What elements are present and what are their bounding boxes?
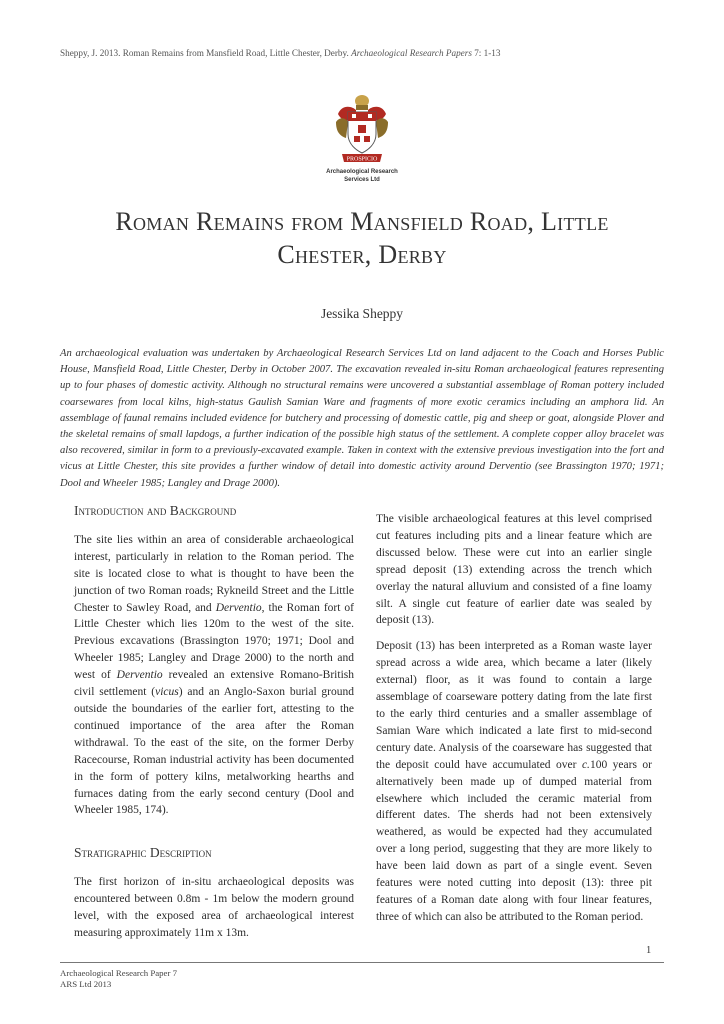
intro-paragraph: The site lies within an area of considerable archaeological interest, particularly in relation to the Roman period. The site is located close to what is thought to have been the junction of two Roman roads; Rykneild Street and the Little Chester to Sawley Road, and Derventio, the Roman fort of Little Chester which lies 120m to the west of the site. Previous excavations (Brassington 1970; 1971; Dool and Wheeler 1985; Langley and Drage 2000) to the north and west of Derventio revealed an extensive Romano-British civil settlement (vicus) and an Anglo-Saxon burial ground outside the boundaries of the earlier fort, attesting to the continued importance of the area after the Roman withdrawal. To the east of the site, on the former Derby Racecourse, Roman industrial activity has been documented in the form of pottery kilns, metalworking hearths and furnaces dating from the early second century (Dool and Wheeler 1985, 174). (74, 533, 354, 817)
header-volume: 7: 1-13 (474, 48, 501, 58)
ars-logo (326, 92, 398, 184)
coat-of-arms-icon (330, 92, 394, 168)
features-paragraph: The visible archaeological features at this level comprised cut features including pits and a linear feature which are discussed below. These were cut into an earlier single spread deposit (13) extending across the trench which overlay the natural alluvium and consisted of a fine loamy silt. A single cut feature of earlier date was sealed by deposit (13). (376, 513, 652, 627)
section-heading-introduction: Introduction and Background (74, 503, 237, 518)
header-journal: Archaeological Research Papers (351, 48, 472, 58)
header-citation: Sheppy, J. 2013. Roman Remains from Mansfield Road, Little Chester, Derby. (60, 48, 349, 58)
section-heading-stratigraphic: Stratigraphic Description (74, 845, 212, 861)
footer-line-1: Archaeological Research Paper 7 (60, 968, 177, 978)
running-header (60, 48, 500, 58)
footer-divider (60, 962, 664, 963)
author-name: Jessika Sheppy (320, 306, 404, 321)
deposit-paragraph: Deposit (13) has been interpreted as a Roman waste layer spread across a wide area, which became a later (likely external) floor, as it was found to contain a large assemblage of coarseware pottery dating from the late first to the early third centuries and a smaller assemblage of Samian Ware which indicated a late first to mid-second century date. Analysis of the coarseware has suggested that the deposit could have accumulated over c.100 years or alternatively been made up of dumped material from elsewhere which included the ceramic material from different dates. The sherds had not been extensively weathered, as would be expected had they accumulated over a long period, suggesting that they are more likely to have been laid down as part of a single event. Seven features were noted cutting into deposit (13): three pit features of a Roman date along with four linear features, three of which can also be attributed to the Roman period. (376, 640, 652, 923)
logo-motto: PROSPICIO (346, 156, 378, 163)
paper-title (60, 205, 664, 271)
page-number: 1 (646, 945, 652, 956)
right-column (376, 511, 652, 926)
logo-caption-line1: Archaeological Research (326, 169, 398, 175)
abstract: An archaeological evaluation was undertaken by Archaeological Research Services Ltd on land adjacent to the Coach and Horses Public House, Mansfield Road, Little Chester, Derby in October 2007. The excavation revealed in-situ Roman archaeological features representing up to four phases of domestic activity. Although no structural remains were uncovered a substantial assemblage of Roman pottery included coarsewares from local kilns, high-status Gaulish Samian Ware and fragments of more exotic ceramics including an amphora lid. An assemblage of faunal remains included evidence for butchery and processing of domestic cattle, pig and sheep or goat, alongside Plover and the skeletal remains of small lapdogs, a further indication of the possible high status of the settlement. A complete copper alloy bracelet was also recovered, similar in form to a previously-excavated example. Taken in context with the extensive previous investigation into the fort and vicus at Little Chester, this site provides a further window of detail into domestic activity around Derventio (see Brassington 1970; 1971; Dool and Wheeler 1985; Langley and Drage 2000). (60, 348, 664, 489)
strat-paragraph: The first horizon of in-situ archaeological deposits was encountered between 0.8m - 1m below the modern ground level, with the exposed area of archaeological interest measuring approximately 11m x 13m. (74, 876, 354, 939)
title-line-2: Chester, Derby (277, 240, 447, 269)
left-column (74, 503, 354, 942)
footer-line-2: ARS Ltd 2013 (60, 979, 112, 989)
logo-caption-line2: Services Ltd (344, 177, 380, 183)
title-line-1: Roman Remains from Mansfield Road, Little (115, 207, 609, 236)
page-footer (60, 968, 177, 990)
